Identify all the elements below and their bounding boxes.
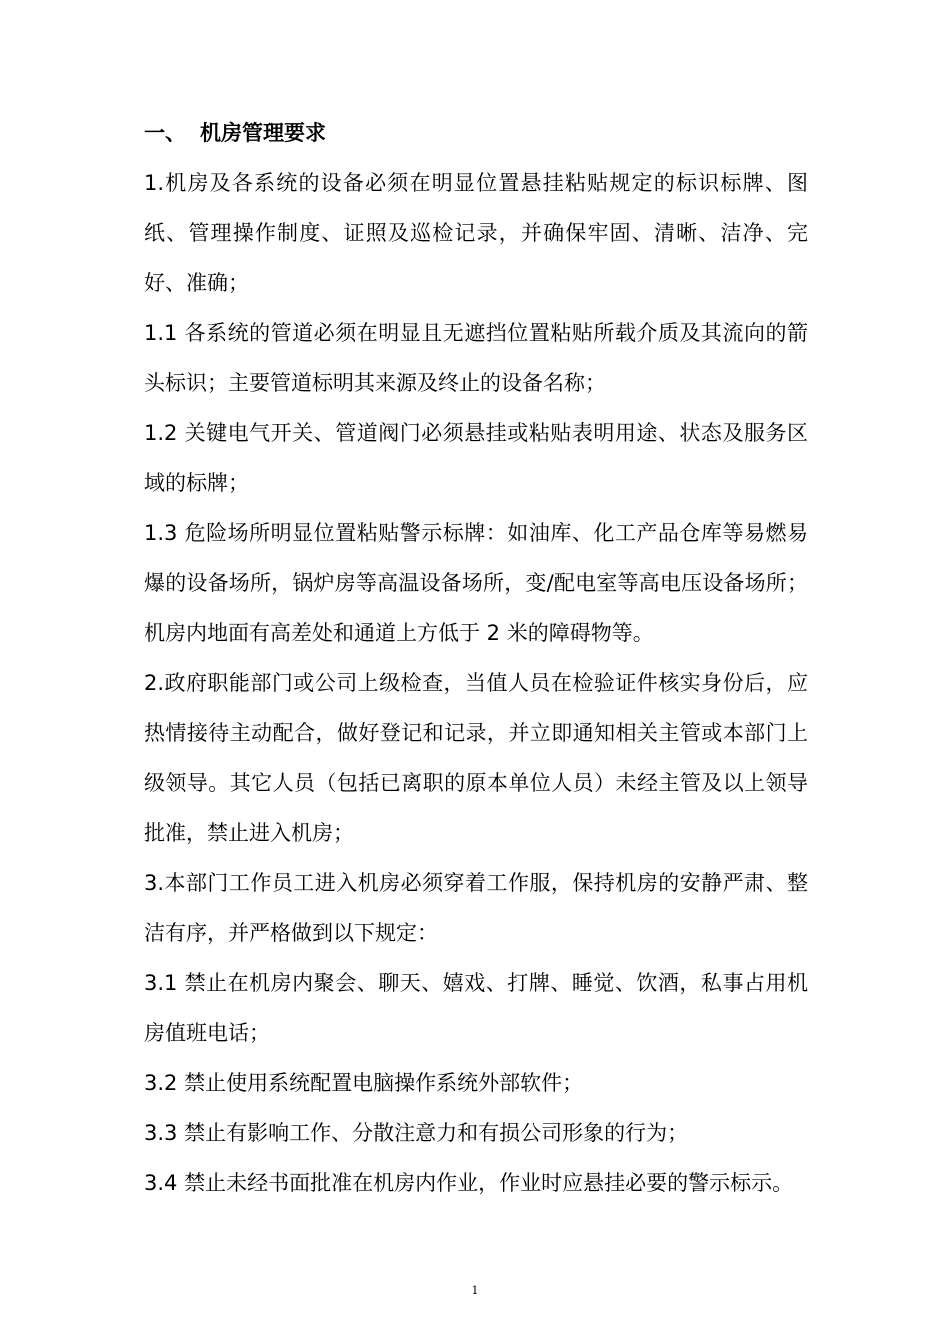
paragraph-3-4: 3.4 禁止未经书面批准在机房内作业，作业时应悬挂必要的警示标示。 [144, 1171, 794, 1195]
paragraph-3-2: 3.2 禁止使用系统配置电脑操作系统外部软件； [144, 1071, 584, 1095]
document-body [144, 108, 808, 1208]
paragraph-2: 2.政府职能部门或公司上级检查，当值人员在检验证件核实身份后，应热情接待主动配合，做好登记和记录，并立即通知相关主管或本部门上级领导。其它人员（包括已离职的原本单位人员）未经主管及以上领导批准，禁止进入机房； [144, 671, 808, 845]
paragraph-1-1: 1.1 各系统的管道必须在明显且无遮挡位置粘贴所载介质及其流向的箭头标识；主要管道标明其来源及终止的设备名称； [144, 321, 808, 395]
section-title: 机房管理要求 [200, 121, 326, 145]
section-number: 一、 [144, 121, 186, 145]
paragraph-3-3: 3.3 禁止有影响工作、分散注意力和有损公司形象的行为； [144, 1121, 689, 1145]
paragraph-1-3: 1.3 危险场所明显位置粘贴警示标牌：如油库、化工产品仓库等易燃易爆的设备场所，锅炉房等高温设备场所，变/配电室等高电压设备场所；机房内地面有高差处和通道上方低于 2 米的障碍物等。 [144, 521, 808, 645]
paragraph-3: 3.本部门工作员工进入机房必须穿着工作服，保持机房的安静严肃、整洁有序，并严格做到以下规定： [144, 871, 808, 945]
paragraph-1: 1.机房及各系统的设备必须在明显位置悬挂粘贴规定的标识标牌、图纸、管理操作制度、证照及巡检记录，并确保牢固、清晰、洁净、完好、准确； [144, 171, 808, 295]
section-heading [144, 108, 808, 158]
paragraph-1-2: 1.2 关键电气开关、管道阀门必须悬挂或粘贴表明用途、状态及服务区域的标牌； [144, 421, 808, 495]
paragraph-3-1: 3.1 禁止在机房内聚会、聊天、嬉戏、打牌、睡觉、饮酒，私事占用机房值班电话； [144, 971, 808, 1045]
page-number: 1 [471, 1284, 479, 1297]
